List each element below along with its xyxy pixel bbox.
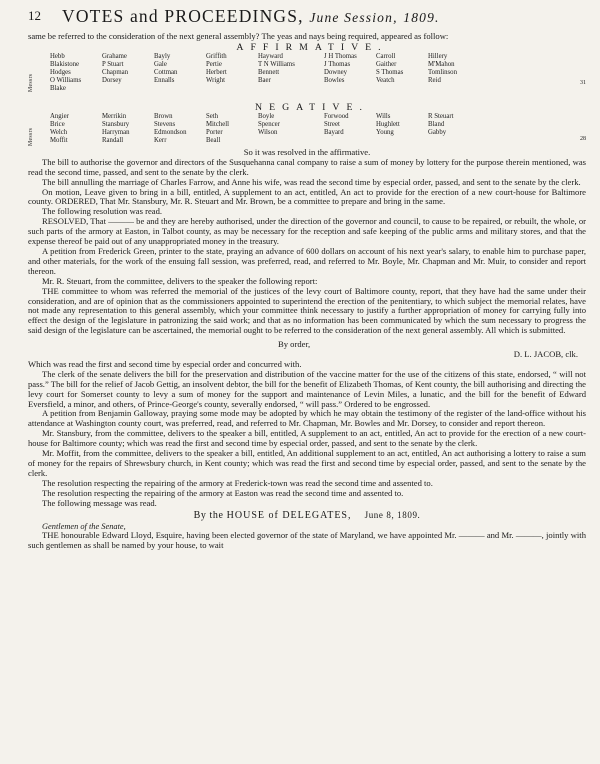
- affirmative-column: [154, 53, 206, 93]
- affirmative-column: [258, 53, 324, 93]
- affirmative-member-name: Hayward: [258, 52, 283, 60]
- signature-block: [28, 340, 586, 350]
- negative-member-name: Wilson: [258, 128, 278, 136]
- negative-member-name: Angier: [50, 112, 69, 120]
- negative-member-name: Kerr: [154, 136, 167, 144]
- house-message-heading: [28, 509, 586, 522]
- negative-column: [206, 113, 258, 145]
- negative-member-name: Bayard: [324, 128, 344, 136]
- negative-member-name: Welch: [50, 128, 68, 136]
- negative-member-name: Harryman: [102, 128, 130, 136]
- negative-member-name: R Steuart: [428, 112, 454, 120]
- affirmative-member-name: Carroll: [376, 52, 396, 60]
- proceedings-section-a: [28, 158, 586, 336]
- negative-member-name: Wills: [376, 112, 391, 120]
- affirmative-column: [376, 53, 428, 93]
- paragraph: Mr. R. Steuart, from the committee, delivers to the speaker the following report:: [42, 275, 318, 286]
- affirmative-member-name: Pertie: [206, 60, 222, 68]
- paragraph: The following message was read.: [42, 497, 157, 508]
- by-the: By the: [193, 509, 224, 521]
- negative-member-name: Merrikin: [102, 112, 127, 120]
- affirmative-column: [50, 53, 102, 93]
- negative-member-name: Gabby: [428, 128, 447, 136]
- affirmative-member-name: Blakistone: [50, 60, 80, 68]
- intro-paragraph: same be referred to the consideration of the next general assembly? The yeas and nays being required, appeared as follow:: [28, 31, 449, 41]
- affirmative-member-name: Wright: [206, 76, 225, 84]
- negative-name-grid: [28, 113, 586, 145]
- affirmative-member-name: Chapman: [102, 68, 129, 76]
- paragraph: RESOLVED, That ——— be and they are hereby authorised, under the direction of the governor and council, to cause to be repaired, or rebuilt, the whole, or such parts of the armory at Easton, in Talbot county, as may be necessary for the reception and safe keeping of the public arms and military stores, and that the expense thereof be paid out of any unappropriated money in the treasury.: [28, 216, 586, 247]
- title-main: VOTES and PROCEEDINGS,: [62, 6, 304, 26]
- affirmative-member-name: Hebb: [50, 52, 65, 60]
- negative-member-name: Randall: [102, 136, 124, 144]
- affirmative-member-name: Reid: [428, 76, 441, 84]
- affirmative-member-name: O Williams: [50, 76, 82, 84]
- proceedings-section-b: [28, 360, 586, 509]
- paragraph: Mr. Stansbury, from the committee, delivers to the speaker a bill, entitled, A supplement to an act, entitled, An act to provide for the erection of a new court-house for Baltimore county; which was read the first and second time by especial order, passed, and sent to the senate by the clerk.: [28, 428, 586, 449]
- affirmative-member-name: Bowles: [324, 76, 345, 84]
- title-session: June Session,: [309, 10, 398, 25]
- affirmative-member-name: Ennalls: [154, 76, 175, 84]
- affirmative-member-name: Bennett: [258, 68, 280, 76]
- negative-member-name: Beall: [206, 136, 221, 144]
- house-of-delegates: HOUSE of DELEGATES,: [226, 509, 352, 521]
- message-date: June 8, 1809.: [364, 509, 421, 520]
- negative-column: [428, 113, 480, 145]
- negative-member-name: Street: [324, 120, 340, 128]
- affirmative-member-name: Hillery: [428, 52, 448, 60]
- affirmative-member-name: Tomlinson: [428, 68, 457, 76]
- affirmative-member-name: Bayly: [154, 52, 171, 60]
- negative-column: [376, 113, 428, 145]
- affirmative-column: [324, 53, 376, 93]
- affirmative-column: [206, 53, 258, 93]
- negative-member-name: Brice: [50, 120, 65, 128]
- negative-member-name: Spencer: [258, 120, 280, 128]
- negative-member-name: Boyle: [258, 112, 275, 120]
- title-year: 1809.: [403, 10, 440, 25]
- paragraph: Mr. Moffit, from the committee, delivers to the speaker a bill, entitled, An additional supplement to an act, entitled, An act authorising a lottery to raise a sum of money for the repairs of Shrewsbury church, in Kent county; which was read the first and second time by especial order, passed, and sent to the senate by the clerk.: [28, 448, 586, 478]
- affirmative-member-name: S Thomas: [376, 68, 404, 76]
- affirmative-member-name: Downey: [324, 68, 348, 76]
- affirmative-member-name: Cottman: [154, 68, 178, 76]
- negative-member-name: Mitchell: [206, 120, 230, 128]
- paragraph: The clerk of the senate delivers the bill for the preservation and distribution of the vaccine matter for the use of the citizens of this state, endorsed, “ will not pass.” The bill for the relief of Jacob Gettig, an insolvent debtor, the bill for the benefit of Elizabeth Thomas, of Kent county, the bill authorising and directing the levy court for Somerset county to levy a sum of money for the support and maintenance of Levin Miles, a lunatic, and the bill for the benefit of Edward Eversfield, a minor, and others, of Prince-George's county, severally endorsed, “ will pass.” Ordered to be engrossed.: [28, 368, 586, 409]
- affirmative-member-name: Grahame: [102, 52, 127, 60]
- affirmative-member-name: Blake: [50, 84, 66, 92]
- page-number: 12: [28, 8, 41, 23]
- affirmative-member-name: T N Williams: [258, 60, 295, 68]
- paragraph: The bill to authorise the governor and directors of the Susquehanna canal company to raise a sum of money by lottery for the purpose therein mentioned, was read the second time, passed, and sent to the senate by the clerk.: [28, 156, 586, 177]
- affirmative-member-name: Hodges: [50, 68, 71, 76]
- negative-vote-list: [28, 102, 586, 148]
- negative-member-name: Seth: [206, 112, 219, 120]
- affirmative-member-name: Baer: [258, 76, 271, 84]
- paragraph: Which was read the first and second time by especial order and concurred with.: [28, 358, 302, 369]
- by-order: By order,: [278, 339, 311, 350]
- affirmative-side-label: Messrs: [28, 73, 34, 92]
- negative-member-name: Brown: [154, 112, 173, 120]
- negative-member-name: Porter: [206, 128, 223, 136]
- negative-column: [258, 113, 324, 145]
- negative-column: [324, 113, 376, 145]
- negative-member-name: Bland: [428, 120, 445, 128]
- affirmative-member-name: M'Mahon: [428, 60, 455, 68]
- affirmative-member-name: Dorsey: [102, 76, 122, 84]
- negative-side-label: Messrs: [28, 127, 34, 146]
- negative-member-name: Moffit: [50, 136, 68, 144]
- affirmative-member-name: P Stuart: [102, 60, 124, 68]
- resolved-line: So it was resolved in the affirmative.: [243, 146, 371, 157]
- negative-member-name: Stevens: [154, 120, 176, 128]
- negative-member-name: Hughlett: [376, 120, 400, 128]
- affirmative-count: 31: [580, 79, 586, 86]
- negative-member-name: Forwood: [324, 112, 349, 120]
- affirmative-member-name: J Thomas: [324, 60, 351, 68]
- paragraph: THE committee to whom was referred the memorial of the justices of the levy court of Baltimore county, report, that they have had the same under their consideration, and are of opinion that as the commissioners appointed to superintend the erection of the penitentiary, to which subject the memorial relates, have not made any representation to this general assembly, which your committee think necessary to justify a further appropriation of money for carrying fully into effect the design of the legislature in patronizing the said work; and that as no information has been communicated by which the sum necessary to progress the said design of the legislature can be ascertained, the memorial ought to be referred to the consideration of the next general assembly. All which is submitted.: [28, 285, 586, 336]
- affirmative-member-name: Herbert: [206, 68, 227, 76]
- negative-member-name: Stansbury: [102, 120, 130, 128]
- negative-column: [50, 113, 102, 145]
- affirmative-member-name: Gaither: [376, 60, 397, 68]
- paragraph: The resolution respecting the repairing of the armory at Easton was read the second time and assented to.: [42, 487, 404, 498]
- affirmative-name-grid: [28, 53, 586, 93]
- affirmative-column: [102, 53, 154, 93]
- affirmative-member-name: Gale: [154, 60, 167, 68]
- negative-column: [102, 113, 154, 145]
- paragraph: The following resolution was read.: [42, 206, 163, 217]
- negative-member-name: Edmondson: [154, 128, 187, 136]
- page-header: [28, 6, 586, 32]
- affirmative-heading: AFFIRMATIVE.: [236, 41, 388, 53]
- affirmative-vote-list: [28, 42, 586, 102]
- running-title: [62, 6, 440, 27]
- paragraph: The resolution respecting the repairing of the armory at Frederick-town was read the second time and assented to.: [42, 477, 433, 488]
- paragraph: On motion, Leave given to bring in a bill, entitled, A supplement to an act, entitled, An act to provide for the erection of a new court-house for Baltimore county. ORDERED, That Mr. Stansbury, Mr. R. Steuart and Mr. Brown, be a committee to prepare and bring in the same.: [28, 186, 586, 207]
- paragraph: The bill annulling the marriage of Charles Farrow, and Anne his wife, was read the second time by especial order, passed, and sent to the senate by the clerk.: [42, 176, 581, 187]
- affirmative-member-name: J H Thomas: [324, 52, 357, 60]
- last-paragraph: THE honourable Edward Lloyd, Esquire, having been elected governor of the state of Maryland, we have appointed Mr. ——— and Mr. ———, jointly with such gentlemen as shall be named by your house, to wait: [28, 530, 586, 551]
- negative-heading: NEGATIVE.: [255, 101, 369, 113]
- negative-column: [154, 113, 206, 145]
- clerk-signature: D. L. JACOB, clk.: [513, 349, 578, 360]
- negative-count: 28: [580, 135, 586, 142]
- negative-member-name: Young: [376, 128, 394, 136]
- paragraph: A petition from Benjamin Galloway, praying some mode may be adopted by which he may obtain the testimony of the register of the land-office without his attendance at Washington county court, was preferred, read, and referred to Mr. Chapman, Mr. Bowles and Mr. Dorsey, to consider and report thereon.: [28, 408, 586, 429]
- affirmative-member-name: Veatch: [376, 76, 395, 84]
- affirmative-member-name: Griffith: [206, 52, 227, 60]
- paragraph: A petition from Frederick Green, printer to the state, praying an advance of 600 dollars on account of his next year's salary, to enable him to purchase paper, and other materials, for the work of the ensuing fall session, was preferred, read, and referred to Mr. Boyle, Mr. Chapman and Mr. Muir, to consider and report thereon.: [28, 245, 586, 276]
- affirmative-column: [428, 53, 480, 93]
- salutation: Gentlemen of the Senate,: [42, 521, 126, 531]
